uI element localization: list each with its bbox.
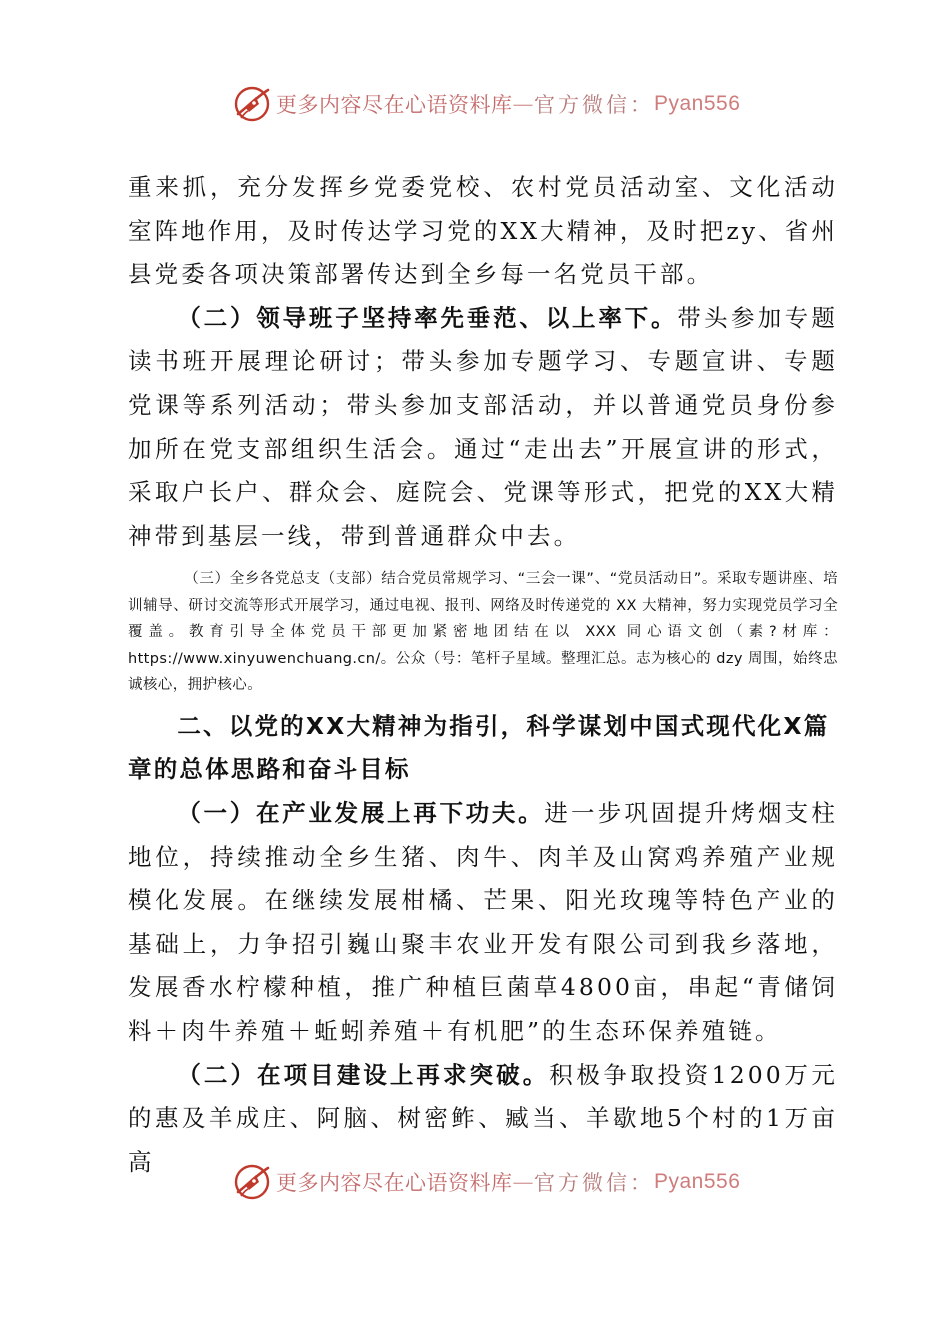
- paragraph-leadership: [128, 297, 838, 559]
- banner-wechat-label: 官方微信：: [534, 93, 654, 117]
- banner-wechat-label: 官方微信：: [534, 1171, 654, 1195]
- banner-text: 更多内容尽在心语资料库: [276, 1171, 513, 1195]
- header-banner: [232, 82, 740, 126]
- subheading-leadership: （二）领导班子坚持率先垂范、以上率下。: [177, 303, 678, 332]
- paragraph-small-text: （三）全乡各党总支（支部）结合党员常规学习、“三会一课”、“党员活动日”。采取专题讲座、培训辅导、研讨交流等形式开展学习，通过电视、报刊、网络及时传递党的 XX 大精神，努力实现党员学习全覆盖。教育引导全体党员干部更加紧密地团结在以 XXX 同心语文创（素?材库：https://www.xinyuwenchuang.cn/。公众（号：笔杆子星域。整理汇总。志为核心的 dzy 周围，始终忠诚核心，拥护核心。: [128, 571, 838, 694]
- pen-nib-logo-icon: [232, 84, 272, 124]
- banner-text: 更多内容尽在心语资料库: [276, 93, 513, 117]
- paragraph-industry-body: 进一步巩固提升烤烟支柱地位，持续推动全乡生猪、肉牛、肉羊及山窝鸡养殖产业规模化发展。在继续发展柑橘、芒果、阳光玫瑰等特色产业的基础上，力争招引巍山聚丰农业开发有限公司到我乡落地，发展香水柠檬种植，推广种植巨菌草4800亩，串起“青储饲料＋肉牛养殖＋蚯蚓养殖＋有机肥”的生态环保养殖链。: [128, 799, 838, 1045]
- banner-dash: —: [512, 1170, 534, 1194]
- banner-dash: —: [512, 92, 534, 116]
- paragraph-continuation: 重来抓，充分发挥乡党委党校、农村党员活动室、文化活动室阵地作用，及时传达学习党的XX大精神，及时把zy、省州县党委各项决策部署传达到全乡每一名党员干部。: [128, 173, 838, 289]
- subheading-industry: （一）在产业发展上再下功夫。: [177, 799, 545, 828]
- subheading-projects: （二）在项目建设上再求突破。: [177, 1060, 550, 1089]
- footer-banner: [232, 1160, 740, 1204]
- banner-wechat-id: Pyan556: [654, 1170, 741, 1193]
- pen-nib-logo-icon: [232, 1162, 272, 1202]
- paragraph-small-inserted: [128, 566, 838, 699]
- paragraph-projects-body: 积极争取投资1200万元的惠及羊成庄、阿脑、树密鲊、臧当、羊歇地5个村的1万亩高: [128, 1060, 838, 1176]
- section-heading-2: 二、以党的XX大精神为指引，科学谋划中国式现代化X篇章的总体思路和奋斗目标: [128, 711, 830, 784]
- document-body: [128, 166, 838, 1184]
- banner-wechat-id: Pyan556: [654, 92, 741, 115]
- paragraph-industry: [128, 792, 838, 1054]
- paragraph-leadership-body: 带头参加专题读书班开展理论研讨；带头参加专题学习、专题宣讲、专题党课等系列活动；带头参加支部活动，并以普通党员身份参加所在党支部组织生活会。通过“走出去”开展宣讲的形式，采取户长户、群众会、庭院会、党课等形式，把党的XX大精神带到基层一线，带到普通群众中去。: [128, 303, 838, 550]
